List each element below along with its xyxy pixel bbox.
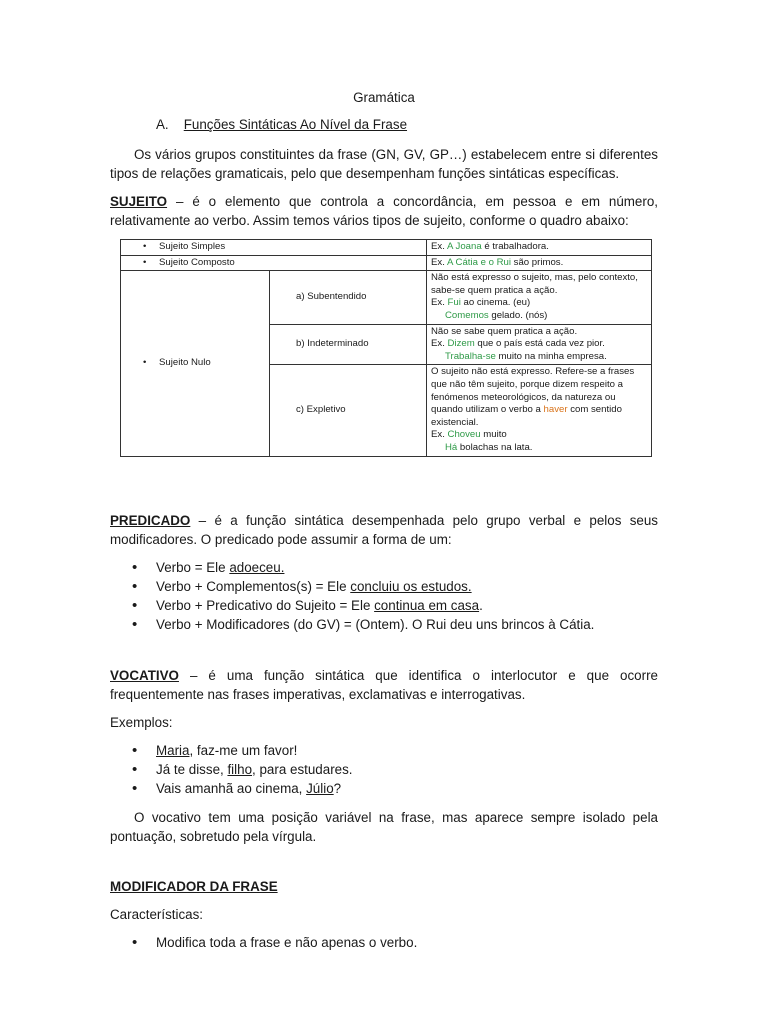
item-underlined: adoeceu. [229,559,285,575]
simples-example [427,240,652,256]
ex-prefix: Ex. [431,297,448,309]
item-underlined: continua em casa [374,597,480,613]
ex-rest: gelado. (nós) [488,309,548,321]
ex-prefix: Ex. [431,429,448,441]
section-letter: A. [156,117,169,132]
ex-highlight: A Cátia e o Rui [447,256,511,268]
example-line [431,442,647,455]
composto-example [427,255,652,271]
modificador-heading [110,877,658,896]
intro-paragraph: Os vários grupos constituintes da frase (GN, GV, GP…) estabelecem entre si diferentes tipos de relações gramaticais, pelo que desempenham funções sintáticas específicas. [110,147,658,181]
ex-highlight: Trabalha-se [445,350,496,362]
sujeito-term: SUJEITO [110,194,168,209]
item-text: Verbo + Modificadores (do GV) = (Ontem). O Rui deu uns brincos à Cátia. [156,616,595,632]
example-line [431,297,647,310]
example-line [431,310,647,323]
examples-label: Exemplos: [110,714,173,730]
document-title: Gramática [353,90,415,105]
item-text: Verbo + Predicativo do Sujeito = Ele [156,597,375,613]
item-underlined: Maria [156,742,190,758]
document-page [110,82,658,962]
sujeito-paragraph [110,192,658,230]
item-underlined: Júlio [306,780,334,796]
list-item: • Modifica toda a frase e não apenas o verbo. [110,933,658,952]
list-item [110,779,658,798]
item-text: , faz-me um favor! [189,742,298,758]
ex-highlight: A Joana [447,241,482,252]
vocativo-list [110,741,658,798]
item-text: Verbo = Ele [156,559,230,575]
vocativo-paragraph [110,666,658,704]
ex-prefix: Ex. [431,338,448,350]
ex-highlight: Há [445,441,458,453]
ex-rest: que o país está cada vez pior. [474,338,605,350]
item-underlined: filho [227,761,253,777]
ex-rest: muito na minha empresa. [495,350,607,362]
modificador-term: MODIFICADOR DA FRASE [110,878,278,894]
desc-line [431,366,647,429]
ex-prefix: Ex. [431,241,447,252]
desc-highlight: haver [543,404,568,416]
sujeito-table [120,239,652,457]
item-text: ? [333,780,342,796]
example-line [431,429,647,442]
ex-prefix: Ex. [431,256,447,268]
list-item [110,760,658,779]
predicado-text: – é a função sintática desempenhada pelo grupo verbal e pelos seus modificadores. O predicado pode assumir a forma de um: [110,512,658,547]
expletivo-label: c) Expletivo [270,365,427,456]
item-text: Vais amanhã ao cinema, [156,780,307,796]
predicado-list [110,558,658,634]
caracteristicas-label: Características: [110,906,204,922]
list-item [110,596,658,615]
ex-highlight: Fui [447,297,461,309]
example-line [431,338,647,351]
list-item [110,558,658,577]
section-label: Funções Sintáticas Ao Nível da Frase [183,117,408,132]
table-row [121,255,652,271]
list-item [110,615,658,634]
desc-text: com sentido existencial. [431,404,622,428]
example-line [431,351,647,364]
indeterminado-desc [427,324,652,365]
list-item [110,577,658,596]
ex-rest: é trabalhadora. [481,241,549,252]
vocativo-term: VOCATIVO [110,667,179,683]
item-text: . [479,597,483,613]
ex-highlight: Comemos [445,309,489,321]
modificador-list [110,933,658,952]
subentendido-label: a) Subentendido [270,271,427,324]
list-item [110,741,658,760]
desc-text: O sujeito não está expresso. Refere-se a frases que não têm sujeito, porque dizem respeito a fenómenos meteorológicos, da natureza ou quando utilizam o verbo a [431,366,635,416]
simples-label: • Sujeito Simples [121,240,427,256]
subentendido-desc [427,271,652,324]
sujeito-text: – é o elemento que controla a concordância, em pessoa e em número, relativamente ao verbo. Assim temos vários tipos de sujeito, conforme o quadro abaixo: [110,194,658,228]
ex-rest: bolachas na lata. [457,441,533,453]
predicado-term: PREDICADO [110,512,191,528]
desc-line: Não se sabe quem pratica a ação. [431,325,578,337]
predicado-paragraph [110,511,658,549]
item-text: Verbo + Complementos(s) = Ele [156,578,351,594]
item-text: , para estudares. [252,761,353,777]
expletivo-desc [427,365,652,456]
item-underlined: concluiu os estudos. [350,578,472,594]
section-heading [110,115,658,134]
vocativo-text: – é uma função sintática que identifica o interlocutor e que ocorre frequentemente nas frases imperativas, exclamativas e interrogativas. [110,667,658,702]
ex-highlight: Choveu [447,429,481,441]
ex-highlight: Dizem [447,338,475,350]
indeterminado-label: b) Indeterminado [270,324,427,365]
table-row [121,271,652,324]
desc-line: Não está expresso o sujeito, mas, pelo contexto, sabe-se quem pratica a ação. [431,272,638,296]
nulo-label: • Sujeito Nulo [121,271,270,456]
ex-rest: muito [480,429,507,441]
item-text: Já te disse, [156,761,228,777]
composto-label: • Sujeito Composto [121,255,427,271]
ex-rest: ao cinema. (eu) [460,297,531,309]
vocativo-note: O vocativo tem uma posição variável na frase, mas aparece sempre isolado pela pontuação, sobretudo pela vírgula. [110,809,658,844]
table-row [121,240,652,256]
ex-rest: são primos. [511,256,564,268]
